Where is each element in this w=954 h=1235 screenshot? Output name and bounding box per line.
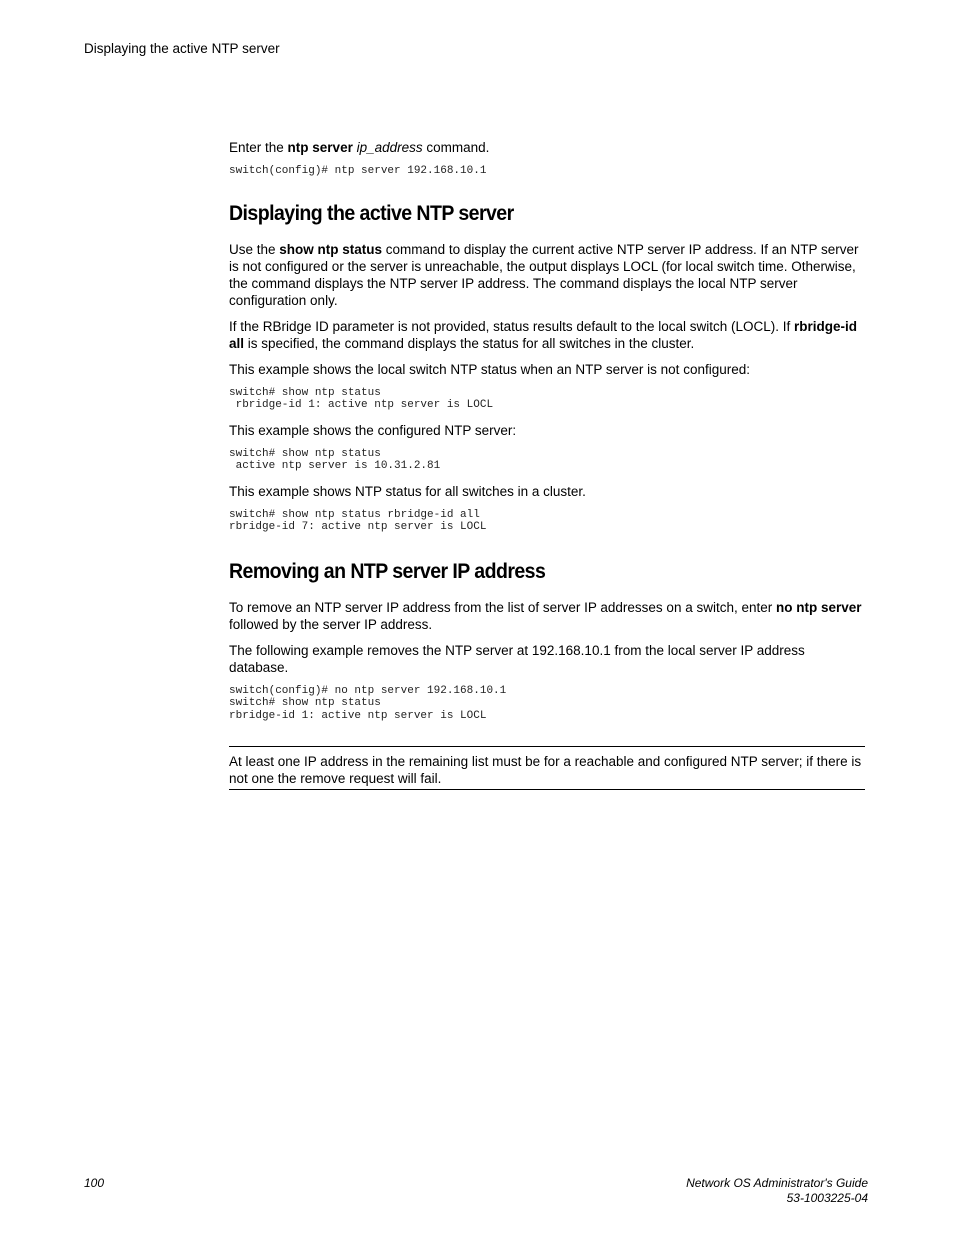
command-name: rbridge-id all [229,318,858,351]
text: command. [422,140,490,155]
code-example: switch# show ntp status active ntp server is 10.31.2.81 [229,447,441,472]
intro-paragraph [229,139,865,156]
body-paragraph: This example shows the configured NTP server: [229,422,517,438]
code-example: switch# show ntp status rbridge-id 1: active ntp server is LOCL [229,386,494,411]
section-heading: Displaying the active NTP server [229,201,514,225]
note-box [229,746,865,790]
text: Enter the [229,140,288,155]
code-example: switch# show ntp status rbridge-id all rbridge-id 7: active ntp server is LOCL [229,508,487,533]
command-name: no ntp server [776,599,862,615]
guide-title: Network OS Administrator's Guide [686,1176,868,1190]
doc-number: 53-1003225-04 [786,1191,868,1205]
page-number: 100 [84,1176,105,1190]
code-example: switch(config)# no ntp server 192.168.10.1 switch# show ntp status rbridge-id 1: active ntp server is LOCL [229,684,507,722]
text: followed by the server IP address. [229,616,433,632]
body-paragraph: This example shows NTP status for all switches in a cluster. [229,483,586,499]
body-paragraph: The following example removes the NTP server at 192.168.10.1 from the local server IP address database. [229,642,805,675]
note-text: At least one IP address in the remaining list must be for a reachable and configured NTP server; if there is not one the remove request will fail. [229,754,862,786]
section-heading: Removing an NTP server IP address [229,559,546,583]
code-example: switch(config)# ntp server 192.168.10.1 [229,165,487,177]
main-content [229,139,865,790]
command-name: ntp server [287,140,353,155]
text: is specified, the command displays the status for all switches in the cluster. [244,335,695,351]
body-paragraph [229,318,865,352]
running-header: Displaying the active NTP server [84,41,280,56]
parameter-name: ip_address [356,140,423,155]
command-name: show ntp status [279,241,383,257]
body-paragraph [229,599,865,633]
body-paragraph: This example shows the local switch NTP status when an NTP server is not configured: [229,361,750,377]
text: If the RBridge ID parameter is not provided, status results default to the local switch (LOCL). If [229,318,795,334]
text: To remove an NTP server IP address from the list of server IP addresses on a switch, enter [229,599,776,615]
text: command to display the current active NTP server IP address. If an NTP server is not configured or the server is unreachable, the output displays LOCL (for local switch time. Otherwise, the command displays the NTP server IP address. The command displays the local NTP server configuration only. [229,241,859,308]
body-paragraph [229,241,865,309]
footer-info [686,1176,868,1206]
text: Use the [229,241,280,257]
